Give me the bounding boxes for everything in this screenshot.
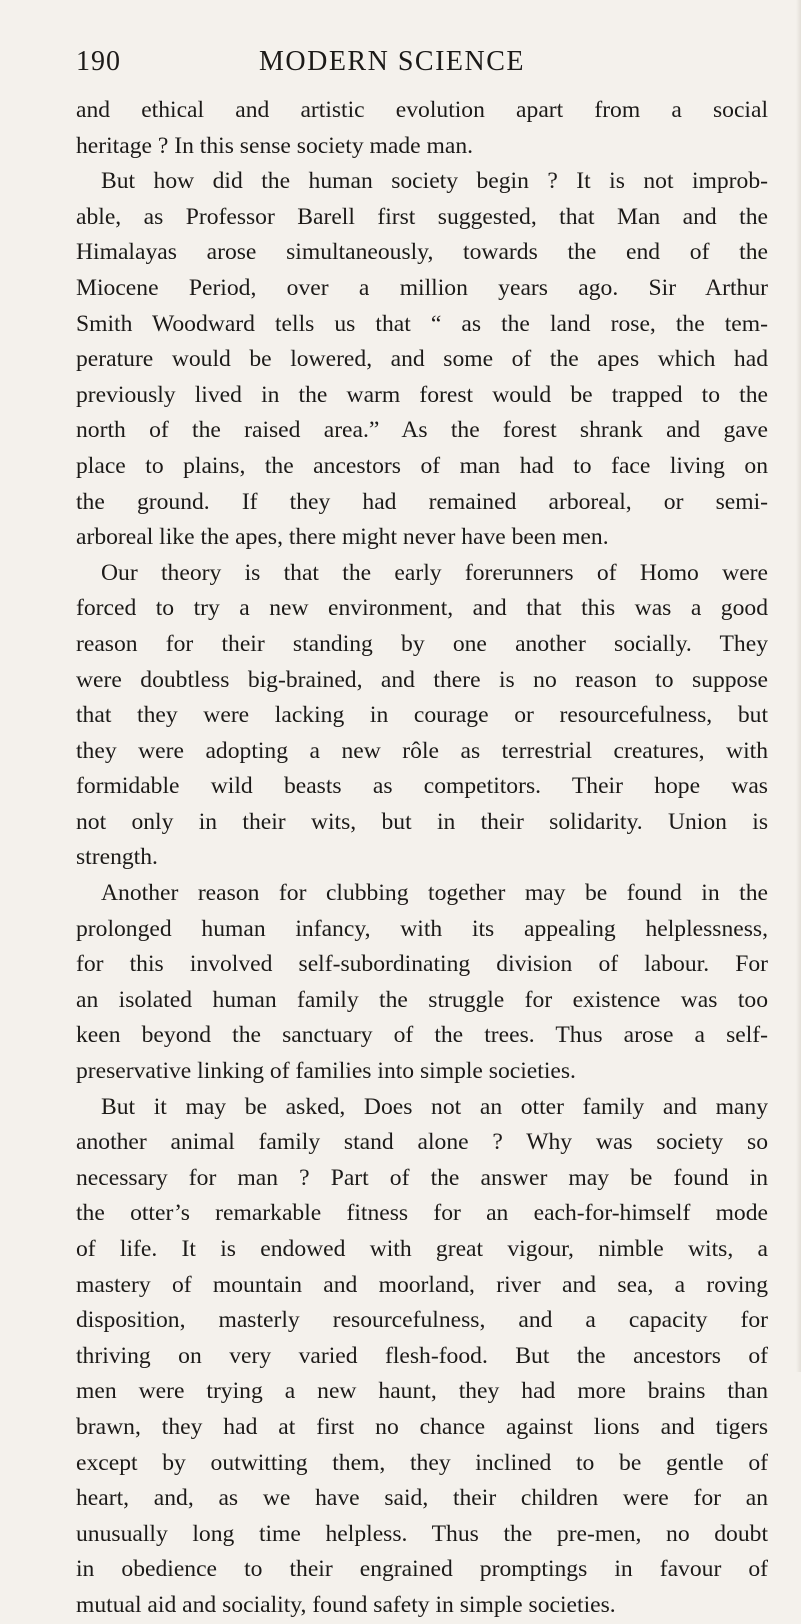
page-edge: [796, 0, 801, 1372]
text-line: heritage ? In this sense society made man.: [76, 132, 474, 159]
page-header: [76, 46, 708, 86]
text-line: perature would be lowered, and some of the apes which had: [76, 346, 768, 373]
text-line: Miocene Period, over a million years ago. Sir Arthur: [76, 274, 768, 301]
body-text: [76, 93, 768, 1624]
text-line: necessary for man ? Part of the answer may be found in: [76, 1164, 768, 1191]
text-line: heart, and, as we have said, their children were for an: [76, 1485, 768, 1512]
text-line: keen beyond the sanctuary of the trees. Thus arose a self-: [76, 1022, 768, 1049]
text-line: mutual aid and sociality, found safety in simple societies.: [76, 1591, 616, 1618]
running-title: MODERN SCIENCE: [258, 46, 525, 77]
text-line: But it may be asked, Does not an otter family and many: [101, 1093, 768, 1120]
text-line: disposition, masterly resourcefulness, and a capacity for: [76, 1307, 768, 1334]
text-line: not only in their wits, but in their solidarity. Union is: [76, 808, 768, 835]
text-line: previously lived in the warm forest would be trapped to the: [76, 381, 768, 408]
text-line: men were trying a new haunt, they had more brains than: [76, 1378, 768, 1405]
text-line: preservative linking of families into simple societies.: [76, 1058, 576, 1085]
text-line: But how did the human society begin ? It is not improb-: [101, 168, 768, 195]
text-line: prolonged human infancy, with its appealing helplessness,: [76, 915, 768, 942]
text-line: for this involved self-subordinating division of labour. For: [76, 951, 768, 978]
text-line: Our theory is that the early forerunners of Homo were: [101, 559, 768, 586]
text-line: unusually long time helpless. Thus the pre-men, no doubt: [76, 1520, 768, 1547]
text-line: reason for their standing by one another socially. They: [76, 630, 768, 657]
text-line: Another reason for clubbing together may be found in the: [101, 880, 768, 907]
page-number: 190: [76, 46, 121, 77]
text-line: the otter’s remarkable fitness for an each-for-himself mode: [76, 1200, 768, 1227]
text-line: forced to try a new environment, and that this was a good: [76, 595, 768, 622]
text-line: that they were lacking in courage or resourcefulness, but: [76, 702, 768, 729]
text-line: formidable wild beasts as competitors. Their hope was: [76, 773, 768, 800]
text-line: able, as Professor Barell first suggested, that Man and the: [76, 203, 768, 230]
text-line: and ethical and artistic evolution apart from a social: [76, 97, 768, 123]
text-line: strength.: [76, 844, 158, 871]
text-line: another animal family stand alone ? Why was society so: [76, 1129, 768, 1156]
text-line: thriving on very varied flesh-food. But the ancestors of: [76, 1342, 768, 1369]
text-line: of life. It is endowed with great vigour, nimble wits, a: [76, 1236, 768, 1262]
text-line: an isolated human family the struggle for existence was too: [76, 986, 768, 1013]
text-line: in obedience to their engrained promptings in favour of: [76, 1556, 768, 1583]
text-line: except by outwitting them, they inclined to be gentle of: [76, 1449, 768, 1476]
text-line: north of the raised area.” As the forest shrank and gave: [76, 417, 768, 444]
text-line: Smith Woodward tells us that “ as the land rose, the tem-: [76, 310, 768, 337]
text-line: were doubtless big-brained, and there is no reason to suppose: [76, 666, 768, 693]
text-line: the ground. If they had remained arboreal, or semi-: [76, 488, 768, 515]
text-line: they were adopting a new rôle as terrestrial creatures, with: [76, 737, 768, 764]
text-line: mastery of mountain and moorland, river and sea, a roving: [76, 1271, 768, 1298]
text-line: arboreal like the apes, there might never have been men.: [76, 524, 609, 551]
text-line: place to plains, the ancestors of man had to face living on: [76, 452, 768, 479]
text-line: brawn, they had at first no chance against lions and tigers: [76, 1413, 768, 1440]
text-line: Himalayas arose simultaneously, towards the end of the: [76, 239, 768, 266]
